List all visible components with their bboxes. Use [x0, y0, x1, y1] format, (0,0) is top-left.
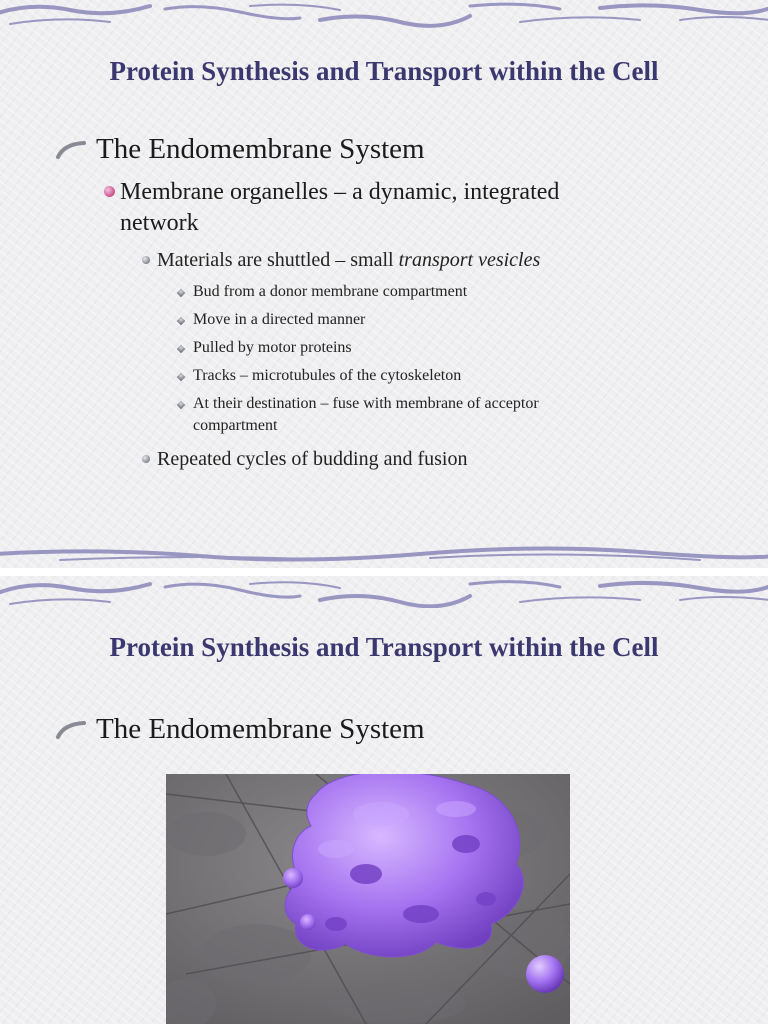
grey-dot-bullet-icon [142, 455, 150, 463]
swoosh-bullet-icon [56, 721, 86, 739]
heading-endomembrane: The Endomembrane System [96, 713, 425, 745]
slide-title: Protein Synthesis and Transport within the Cell [109, 632, 659, 662]
detail-item: Move in a directed manner [193, 311, 366, 328]
detail-item: Tracks – microtubules of the cytoskeleton [193, 367, 462, 384]
organelle-figure [166, 774, 570, 1024]
point-line-1: Membrane organelles – a dynamic, integrated [120, 179, 560, 205]
point-line-2: network [120, 210, 199, 236]
detail-item: Bud from a donor membrane compartment [193, 283, 468, 300]
detail-item: At their destination – fuse with membrane of acceptor compartment [193, 395, 539, 434]
italic-transport-vesicles: transport vesicles [398, 249, 541, 271]
point-membrane-organelles [120, 177, 559, 239]
pink-dot-bullet-icon [104, 186, 115, 197]
grey-dot-bullet-icon [142, 256, 150, 264]
square-bullet-icon [177, 373, 185, 381]
slide-title: Protein Synthesis and Transport within the Cell [109, 56, 659, 86]
slide-separator [0, 568, 768, 576]
decorative-swoosh-header [0, 576, 768, 608]
square-bullet-icon [177, 345, 185, 353]
decorative-swoosh-header [0, 0, 768, 30]
heading-endomembrane: The Endomembrane System [96, 133, 425, 165]
square-bullet-icon [177, 289, 185, 297]
swoosh-bullet-icon [56, 141, 86, 159]
decorative-swoosh-footer [0, 540, 768, 568]
detail-item: Pulled by motor proteins [193, 339, 352, 356]
sub-point-materials: Materials are shuttled – small transport vesicles [157, 249, 541, 271]
slide-2 [0, 576, 768, 1024]
square-bullet-icon [177, 317, 185, 325]
sub-point-repeated-cycles: Repeated cycles of budding and fusion [157, 448, 468, 470]
transport-vesicle [526, 955, 564, 993]
square-bullet-icon [177, 401, 185, 409]
organelle-image [166, 774, 570, 1024]
